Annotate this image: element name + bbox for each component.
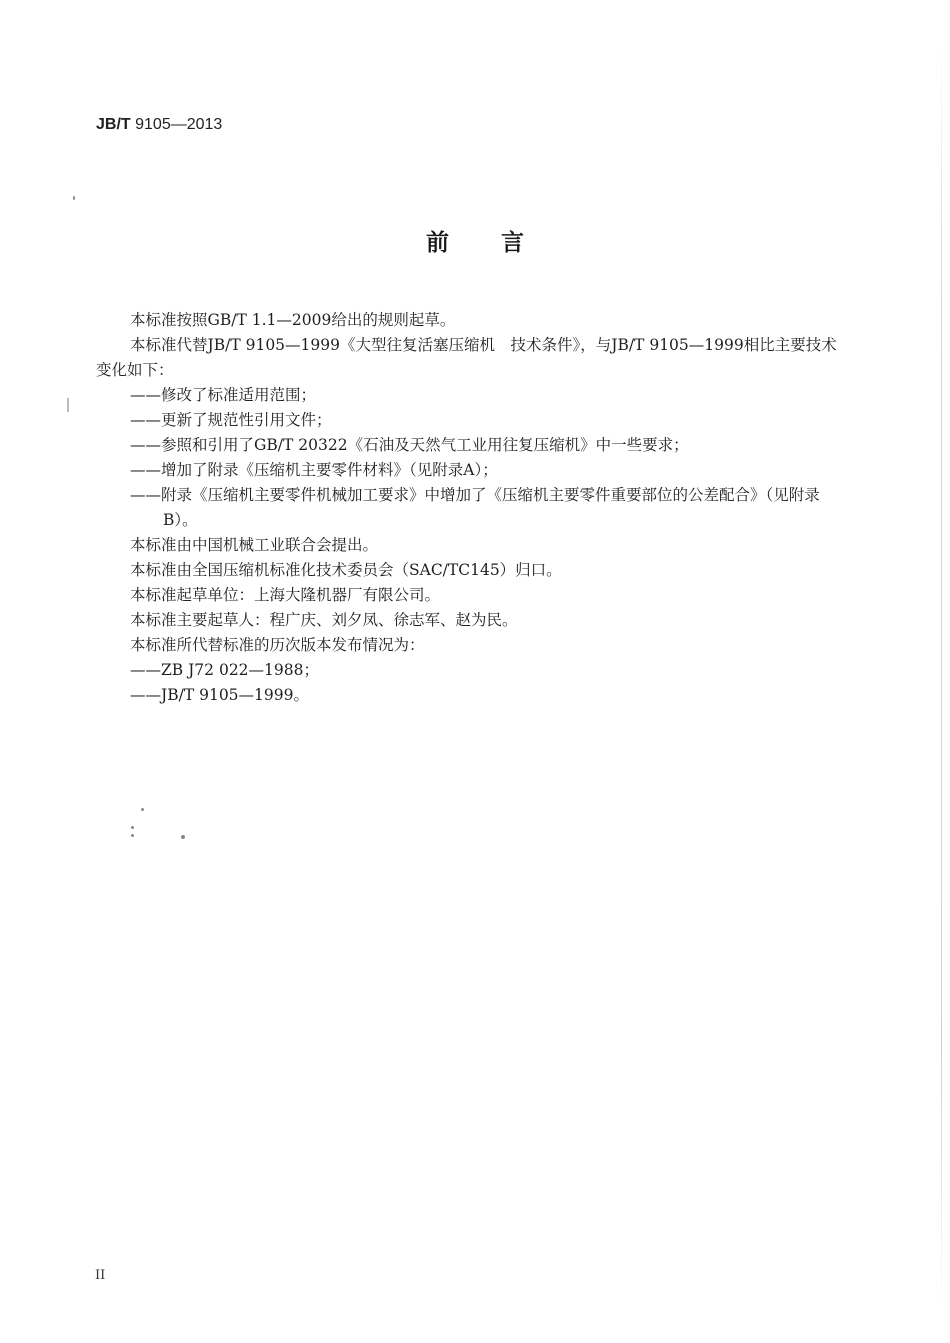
paragraph-administrator: 本标准由全国压缩机标准化技术委员会（SAC/TC145）归口。 [130, 561, 562, 579]
page-number: II [95, 1268, 106, 1283]
change-item: ——参照和引用了GB/T 20322《石油及天然气工业用往复压缩机》中一些要求； [130, 436, 689, 454]
document-id-prefix: JB/T [96, 116, 131, 133]
document-id [96, 116, 222, 134]
scan-mark [67, 398, 69, 412]
scan-speck [141, 808, 144, 811]
change-item: ——更新了规范性引用文件； [130, 411, 332, 429]
change-item: ——附录《压缩机主要零件机械加工要求》中增加了《压缩机主要零件重要部位的公差配合》（见附录B）。 [130, 486, 820, 529]
scan-speck [181, 835, 185, 839]
paragraph-replacement: 本标准代替JB/T 9105—1999《大型往复活塞压缩机 技术条件》，与JB/T 9105—1999相比主要技术变化如下： [96, 336, 837, 379]
scan-page-edge [941, 40, 942, 1310]
paragraph-proposer: 本标准由中国机械工业联合会提出。 [130, 536, 379, 554]
document-id-number: 9105—2013 [130, 116, 223, 133]
section-title: 前言 [426, 229, 576, 256]
paragraph-drafters: 本标准主要起草人：程广庆、刘夕凤、徐志军、赵为民。 [130, 611, 518, 629]
paragraph-drafting-unit: 本标准起草单位：上海大隆机器厂有限公司。 [130, 586, 441, 604]
scan-speck [73, 196, 75, 200]
paragraph-history-intro: 本标准所代替标准的历次版本发布情况为： [130, 636, 425, 654]
change-item: ——增加了附录《压缩机主要零件材料》（见附录A）； [130, 461, 498, 479]
change-item: ——修改了标准适用范围； [130, 386, 317, 404]
preface-body [96, 308, 848, 708]
history-item: ——JB/T 9105—1999。 [130, 686, 309, 704]
scan-speck [131, 834, 134, 837]
paragraph-drafting-rules: 本标准按照GB/T 1.1—2009给出的规则起草。 [130, 311, 456, 329]
scan-speck [131, 826, 134, 829]
history-item: ——ZB J72 022—1988； [130, 661, 319, 679]
